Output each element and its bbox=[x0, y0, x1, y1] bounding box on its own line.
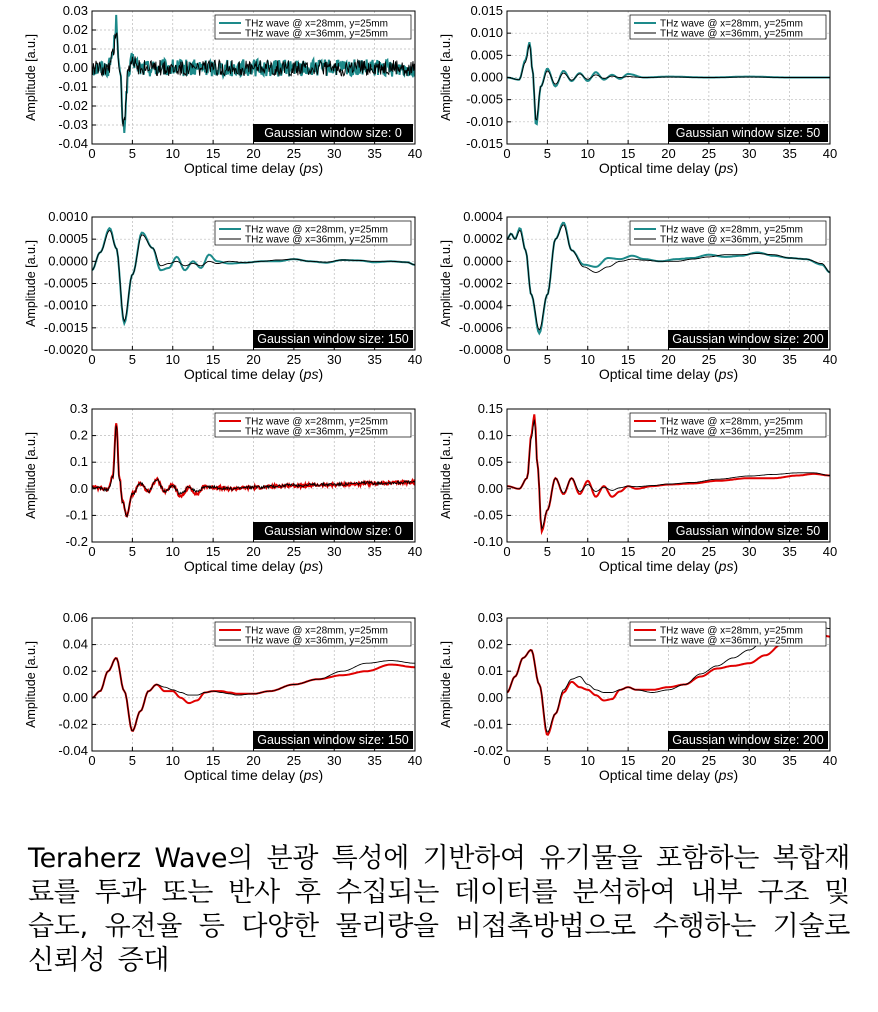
x-tick-label: 15 bbox=[620, 146, 636, 161]
y-tick-label: 0.03 bbox=[477, 610, 503, 625]
x-axis-label-suffix: ) bbox=[733, 160, 739, 176]
chart-svg bbox=[437, 3, 847, 190]
legend bbox=[630, 413, 826, 438]
y-tick-label: 0.2 bbox=[69, 427, 88, 443]
chart-panel-red-window-0 bbox=[22, 401, 432, 588]
chart-svg bbox=[22, 3, 432, 190]
x-tick-label: 5 bbox=[543, 146, 551, 161]
x-tick-label: 20 bbox=[246, 352, 261, 367]
chart-panel-teal-window-0 bbox=[22, 3, 432, 190]
x-axis-label-unit: ps bbox=[303, 767, 319, 783]
y-tick-label: 0.02 bbox=[477, 636, 503, 652]
x-axis-label-suffix: ) bbox=[318, 767, 324, 783]
x-tick-label: 30 bbox=[742, 544, 757, 559]
y-axis-label: Amplitude [a.u.] bbox=[439, 432, 453, 519]
window-size-label: Gaussian window size: 150 bbox=[257, 733, 409, 747]
y-tick-label: -0.10 bbox=[473, 534, 503, 549]
y-tick-label: -0.02 bbox=[58, 716, 88, 732]
y-tick-label: -0.03 bbox=[58, 117, 88, 132]
x-tick-label: 40 bbox=[822, 352, 838, 367]
x-axis-label-unit: ps bbox=[718, 558, 734, 574]
x-axis-label-prefix: Optical time delay ( bbox=[598, 160, 719, 176]
chart-svg bbox=[22, 401, 432, 588]
y-tick-label: 0.0004 bbox=[463, 209, 503, 224]
x-tick-label: 5 bbox=[128, 544, 136, 559]
x-tick-label: 25 bbox=[286, 544, 302, 559]
y-axis-label: Amplitude [a.u.] bbox=[24, 641, 38, 728]
y-tick-label: 0.02 bbox=[62, 22, 88, 37]
window-size-label: Gaussian window size: 50 bbox=[675, 524, 821, 538]
legend bbox=[215, 622, 411, 647]
y-axis-label: Amplitude [a.u.] bbox=[439, 240, 453, 327]
legend bbox=[630, 622, 826, 647]
y-tick-label: 0.010 bbox=[470, 25, 503, 41]
x-axis-label-prefix: Optical time delay ( bbox=[598, 366, 719, 382]
x-tick-label: 25 bbox=[701, 544, 717, 559]
y-tick-label: 0.01 bbox=[62, 41, 88, 56]
x-tick-label: 10 bbox=[165, 753, 180, 768]
y-tick-label: -0.0010 bbox=[43, 297, 88, 313]
x-tick-label: 5 bbox=[128, 753, 136, 768]
x-tick-label: 30 bbox=[742, 352, 757, 367]
x-axis-label bbox=[184, 767, 323, 783]
y-axis-label: Amplitude [a.u.] bbox=[439, 641, 453, 728]
x-tick-label: 10 bbox=[165, 544, 180, 559]
y-tick-label: -0.0015 bbox=[43, 319, 88, 335]
x-tick-label: 40 bbox=[407, 146, 423, 161]
y-tick-label: 0.3 bbox=[69, 401, 88, 416]
x-tick-label: 25 bbox=[286, 753, 302, 768]
x-axis-label-prefix: Optical time delay ( bbox=[183, 767, 304, 783]
y-tick-label: 0.10 bbox=[477, 427, 503, 443]
y-tick-label: 0.05 bbox=[477, 454, 503, 470]
legend-label-2: THz wave @ x=36mm, y=25mm bbox=[245, 635, 388, 647]
y-tick-label: -0.0020 bbox=[43, 342, 88, 357]
chart-panel-red-window-50 bbox=[437, 401, 847, 588]
legend-label-2: THz wave @ x=36mm, y=25mm bbox=[660, 28, 803, 40]
y-tick-label: -0.01 bbox=[58, 79, 88, 94]
legend-label-2: THz wave @ x=36mm, y=25mm bbox=[245, 234, 388, 246]
x-tick-label: 0 bbox=[88, 544, 96, 559]
x-axis-label-prefix: Optical time delay ( bbox=[183, 160, 304, 176]
legend-label-2: THz wave @ x=36mm, y=25mm bbox=[660, 635, 803, 647]
chart-svg bbox=[437, 610, 847, 797]
x-tick-label: 15 bbox=[620, 544, 636, 559]
x-tick-label: 20 bbox=[246, 544, 261, 559]
window-size-label: Gaussian window size: 0 bbox=[264, 126, 402, 140]
y-tick-label: 0.01 bbox=[477, 663, 503, 679]
legend bbox=[630, 221, 826, 246]
x-tick-label: 10 bbox=[580, 544, 595, 559]
chart-svg bbox=[437, 209, 847, 396]
x-axis-label-suffix: ) bbox=[318, 558, 324, 574]
y-tick-label: 0.0005 bbox=[48, 231, 88, 247]
chart-panel-teal-window-50 bbox=[437, 3, 847, 190]
y-tick-label: 0.04 bbox=[62, 636, 88, 652]
legend-label-2: THz wave @ x=36mm, y=25mm bbox=[660, 426, 803, 438]
y-tick-label: 0.00 bbox=[62, 689, 88, 705]
window-size-label: Gaussian window size: 0 bbox=[264, 524, 402, 538]
x-tick-label: 35 bbox=[782, 352, 797, 367]
x-tick-label: 30 bbox=[327, 753, 342, 768]
x-tick-label: 10 bbox=[580, 352, 595, 367]
x-tick-label: 0 bbox=[88, 352, 96, 367]
legend-label-1: THz wave @ x=28mm, y=25mm bbox=[660, 224, 803, 236]
x-tick-label: 20 bbox=[661, 352, 676, 367]
x-axis-label-unit: ps bbox=[303, 558, 319, 574]
x-tick-label: 40 bbox=[407, 544, 423, 559]
y-tick-label: -0.0005 bbox=[43, 275, 88, 291]
x-tick-label: 35 bbox=[367, 352, 382, 367]
y-tick-label: -0.0004 bbox=[458, 297, 503, 313]
x-axis-label-unit: ps bbox=[718, 767, 734, 783]
x-axis-label bbox=[599, 160, 738, 176]
x-axis-label-unit: ps bbox=[303, 366, 319, 382]
y-tick-label: -0.0002 bbox=[458, 275, 503, 291]
y-tick-label: -0.015 bbox=[466, 136, 503, 151]
y-tick-label: 0.0010 bbox=[48, 209, 88, 224]
x-tick-label: 0 bbox=[503, 352, 511, 367]
x-tick-label: 5 bbox=[543, 352, 551, 367]
legend bbox=[215, 15, 411, 40]
x-tick-label: 25 bbox=[701, 753, 717, 768]
x-tick-label: 30 bbox=[742, 753, 757, 768]
window-size-label: Gaussian window size: 200 bbox=[672, 733, 824, 747]
x-axis-label-prefix: Optical time delay ( bbox=[183, 366, 304, 382]
y-tick-label: 0.005 bbox=[470, 47, 503, 63]
legend-label-1: THz wave @ x=28mm, y=25mm bbox=[245, 224, 388, 236]
chart-panel-teal-window-150 bbox=[22, 209, 432, 396]
x-tick-label: 30 bbox=[327, 146, 342, 161]
series-line-2 bbox=[92, 426, 415, 517]
x-axis-label bbox=[599, 767, 738, 783]
y-tick-label: 0.1 bbox=[69, 454, 88, 470]
x-tick-label: 20 bbox=[246, 146, 261, 161]
x-axis-label bbox=[184, 160, 323, 176]
x-tick-label: 35 bbox=[367, 753, 382, 768]
x-axis-label-prefix: Optical time delay ( bbox=[598, 558, 719, 574]
y-tick-label: -0.05 bbox=[473, 507, 503, 523]
y-tick-label: 0.00 bbox=[62, 60, 88, 75]
x-tick-label: 20 bbox=[661, 544, 676, 559]
window-size-label: Gaussian window size: 200 bbox=[672, 332, 824, 346]
x-tick-label: 40 bbox=[407, 352, 423, 367]
y-tick-label: -0.005 bbox=[466, 91, 503, 107]
caption-text: Teraherz Wave의 분광 특성에 기반하여 유기물을 포함하는 복합재료를 투과 또는 반사 후 수집되는 데이터를 분석하여 내부 구조 및 습도, 유전율 등 다양한 물리량을 비접촉방법으로 수행하는 기술로 신뢰성 증대 bbox=[28, 843, 850, 976]
x-tick-label: 15 bbox=[205, 146, 221, 161]
legend-label-1: THz wave @ x=28mm, y=25mm bbox=[660, 416, 803, 428]
x-tick-label: 5 bbox=[128, 146, 136, 161]
x-tick-label: 10 bbox=[580, 753, 595, 768]
legend-label-1: THz wave @ x=28mm, y=25mm bbox=[245, 18, 388, 30]
legend bbox=[215, 413, 411, 438]
x-axis-label-suffix: ) bbox=[733, 558, 739, 574]
x-tick-label: 35 bbox=[782, 146, 797, 161]
x-axis-label-suffix: ) bbox=[318, 366, 324, 382]
x-tick-label: 25 bbox=[286, 146, 302, 161]
x-axis-label-prefix: Optical time delay ( bbox=[598, 767, 719, 783]
legend bbox=[215, 221, 411, 246]
x-tick-label: 15 bbox=[620, 753, 636, 768]
x-tick-label: 35 bbox=[367, 146, 382, 161]
x-tick-label: 25 bbox=[286, 352, 302, 367]
y-tick-label: -0.02 bbox=[473, 743, 503, 758]
legend-label-1: THz wave @ x=28mm, y=25mm bbox=[660, 625, 803, 637]
y-tick-label: 0.15 bbox=[477, 401, 503, 416]
y-tick-label: -0.2 bbox=[65, 534, 88, 549]
chart-panel-red-window-150 bbox=[22, 610, 432, 797]
window-size-label: Gaussian window size: 50 bbox=[675, 126, 821, 140]
x-axis-label-unit: ps bbox=[303, 160, 319, 176]
x-tick-label: 15 bbox=[205, 352, 221, 367]
y-tick-label: 0.00 bbox=[477, 689, 503, 705]
y-tick-label: 0.0000 bbox=[463, 253, 503, 269]
x-tick-label: 10 bbox=[580, 146, 595, 161]
y-tick-label: 0.0002 bbox=[463, 231, 503, 247]
x-tick-label: 5 bbox=[128, 352, 136, 367]
y-tick-label: -0.02 bbox=[58, 98, 88, 113]
legend-label-2: THz wave @ x=36mm, y=25mm bbox=[245, 426, 388, 438]
x-tick-label: 35 bbox=[782, 544, 797, 559]
x-tick-label: 15 bbox=[620, 352, 636, 367]
x-tick-label: 40 bbox=[822, 146, 838, 161]
x-axis-label bbox=[599, 366, 738, 382]
y-tick-label: -0.01 bbox=[473, 716, 503, 732]
x-tick-label: 20 bbox=[661, 146, 676, 161]
x-axis-label bbox=[184, 558, 323, 574]
y-tick-label: 0.0 bbox=[69, 480, 88, 496]
chart-panel-teal-window-200 bbox=[437, 209, 847, 396]
legend-label-2: THz wave @ x=36mm, y=25mm bbox=[245, 28, 388, 40]
x-axis-label bbox=[184, 366, 323, 382]
x-tick-label: 35 bbox=[782, 753, 797, 768]
x-tick-label: 30 bbox=[742, 146, 757, 161]
y-tick-label: 0.00 bbox=[477, 480, 503, 496]
x-tick-label: 25 bbox=[701, 352, 717, 367]
x-tick-label: 0 bbox=[503, 146, 511, 161]
x-tick-label: 5 bbox=[543, 753, 551, 768]
legend bbox=[630, 15, 826, 40]
x-tick-label: 0 bbox=[503, 753, 511, 768]
legend-label-1: THz wave @ x=28mm, y=25mm bbox=[245, 625, 388, 637]
x-tick-label: 20 bbox=[246, 753, 261, 768]
x-tick-label: 20 bbox=[661, 753, 676, 768]
x-tick-label: 0 bbox=[88, 753, 96, 768]
legend-label-1: THz wave @ x=28mm, y=25mm bbox=[660, 18, 803, 30]
x-tick-label: 40 bbox=[407, 753, 423, 768]
x-tick-label: 25 bbox=[701, 146, 717, 161]
x-tick-label: 10 bbox=[165, 352, 180, 367]
y-tick-label: 0.015 bbox=[470, 3, 503, 18]
window-size-label: Gaussian window size: 150 bbox=[257, 332, 409, 346]
y-tick-label: 0.0000 bbox=[48, 253, 88, 269]
x-axis-label-suffix: ) bbox=[733, 366, 739, 382]
x-axis-label bbox=[599, 558, 738, 574]
y-axis-label: Amplitude [a.u.] bbox=[24, 240, 38, 327]
x-axis-label-unit: ps bbox=[718, 366, 734, 382]
x-tick-label: 0 bbox=[88, 146, 96, 161]
x-axis-label-suffix: ) bbox=[733, 767, 739, 783]
x-axis-label-prefix: Optical time delay ( bbox=[183, 558, 304, 574]
y-tick-label: -0.04 bbox=[58, 136, 88, 151]
x-tick-label: 40 bbox=[822, 753, 838, 768]
y-tick-label: 0.06 bbox=[62, 610, 88, 625]
chart-svg bbox=[22, 610, 432, 797]
chart-svg bbox=[22, 209, 432, 396]
chart-svg bbox=[437, 401, 847, 588]
x-tick-label: 5 bbox=[543, 544, 551, 559]
x-tick-label: 15 bbox=[205, 753, 221, 768]
x-tick-label: 30 bbox=[327, 544, 342, 559]
y-tick-label: -0.04 bbox=[58, 743, 88, 758]
chart-panel-red-window-200 bbox=[437, 610, 847, 797]
y-tick-label: -0.0008 bbox=[458, 342, 503, 357]
x-tick-label: 30 bbox=[327, 352, 342, 367]
y-tick-label: 0.000 bbox=[470, 69, 503, 85]
x-tick-label: 10 bbox=[165, 146, 180, 161]
x-axis-label-unit: ps bbox=[718, 160, 734, 176]
legend-label-1: THz wave @ x=28mm, y=25mm bbox=[245, 416, 388, 428]
x-tick-label: 15 bbox=[205, 544, 221, 559]
y-axis-label: Amplitude [a.u.] bbox=[439, 34, 453, 121]
y-tick-label: 0.02 bbox=[62, 663, 88, 679]
y-tick-label: -0.0006 bbox=[458, 319, 503, 335]
y-tick-label: -0.1 bbox=[65, 507, 88, 523]
y-tick-label: 0.03 bbox=[62, 3, 88, 18]
y-axis-label: Amplitude [a.u.] bbox=[24, 34, 38, 121]
y-axis-label: Amplitude [a.u.] bbox=[24, 432, 38, 519]
x-axis-label-suffix: ) bbox=[318, 160, 324, 176]
y-tick-label: -0.010 bbox=[466, 113, 503, 129]
x-tick-label: 0 bbox=[503, 544, 511, 559]
legend-label-2: THz wave @ x=36mm, y=25mm bbox=[660, 234, 803, 246]
x-tick-label: 40 bbox=[822, 544, 838, 559]
x-tick-label: 35 bbox=[367, 544, 382, 559]
